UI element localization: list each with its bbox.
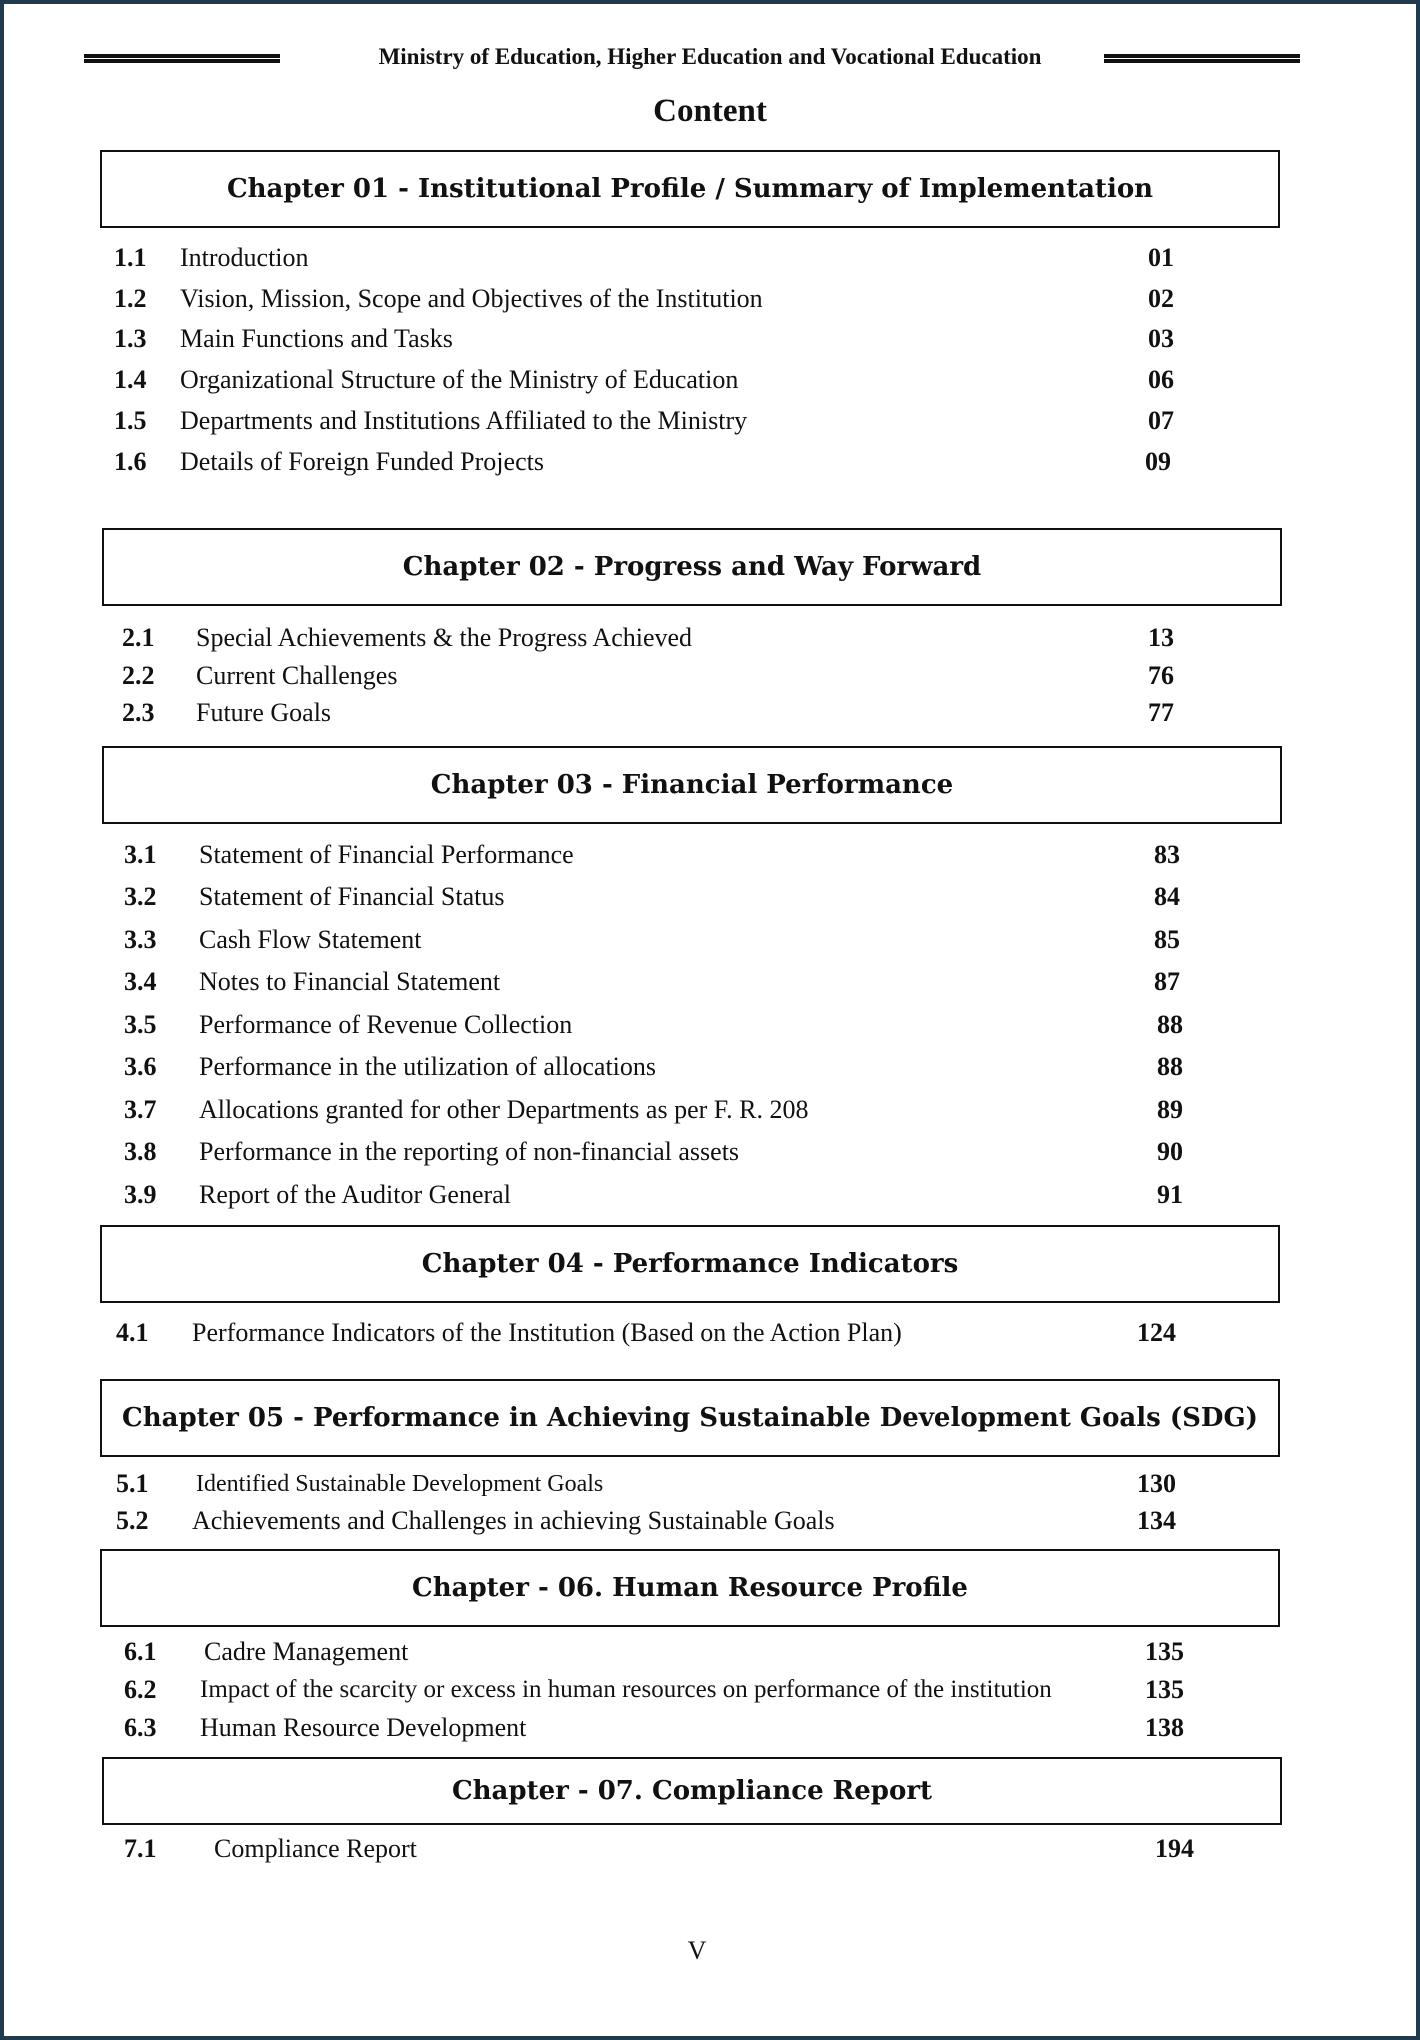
toc-entry-1-6[interactable] [114, 445, 1234, 479]
entry-number: 3.1 [124, 840, 157, 869]
entry-number: 5.2 [116, 1506, 149, 1535]
toc-entry-7-1[interactable] [124, 1832, 1264, 1866]
entry-number: 4.1 [116, 1318, 149, 1347]
toc-entry-1-3[interactable] [114, 322, 1234, 356]
entry-title: Main Functions and Tasks [180, 324, 453, 353]
entry-title: Cadre Management [204, 1637, 409, 1666]
entry-title: Organizational Structure of the Ministry of Education [180, 365, 739, 394]
entry-page: 89 [1157, 1095, 1183, 1124]
entry-number: 1.1 [114, 243, 147, 272]
entry-page: 13 [1148, 623, 1174, 652]
entry-title: Performance Indicators of the Institution (Based on the Action Plan) [192, 1318, 902, 1347]
entry-number: 1.4 [114, 365, 147, 394]
entry-number: 6.3 [124, 1713, 157, 1742]
toc-entry-2-2[interactable] [122, 659, 1242, 693]
entry-page: 87 [1154, 967, 1180, 996]
toc-entry-3-2[interactable] [124, 880, 1244, 914]
entry-title: Allocations granted for other Departments as per F. R. 208 [199, 1095, 809, 1124]
entry-page: 135 [1145, 1637, 1184, 1666]
entry-number: 3.8 [124, 1137, 157, 1166]
chapter-05-heading: Chapter 05 - Performance in Achieving Sustainable Development Goals (SDG) [100, 1379, 1280, 1457]
chapter-03-heading: Chapter 03 - Financial Performance [102, 746, 1282, 824]
entry-title: Compliance Report [214, 1834, 417, 1863]
entry-number: 1.2 [114, 284, 147, 313]
entry-title: Statement of Financial Performance [199, 840, 574, 869]
entry-page: 01 [1148, 243, 1174, 272]
entry-page: 76 [1148, 661, 1174, 690]
entry-number: 2.1 [122, 623, 155, 652]
document-page [4, 4, 1416, 2036]
toc-entry-1-1[interactable] [114, 241, 1234, 275]
entry-number: 5.1 [116, 1469, 149, 1498]
entry-number: 3.2 [124, 882, 157, 911]
entry-page: 130 [1137, 1469, 1176, 1498]
entry-number: 1.5 [114, 406, 147, 435]
chapter-06-heading: Chapter - 06. Human Resource Profile [100, 1549, 1280, 1627]
page-title: Content [653, 93, 767, 129]
entry-number: 3.4 [124, 967, 157, 996]
toc-entry-4-1[interactable] [116, 1316, 1246, 1350]
entry-page: 91 [1157, 1180, 1183, 1209]
entry-title: Notes to Financial Statement [199, 967, 501, 996]
entry-number: 2.3 [122, 698, 155, 727]
entry-title: Performance in the reporting of non-financial assets [199, 1137, 740, 1166]
entry-page: 124 [1137, 1318, 1176, 1347]
entry-title: Impact of the scarcity or excess in human resources on performance of the institution [200, 1676, 1052, 1703]
entry-page: 138 [1145, 1713, 1184, 1742]
entry-number: 2.2 [122, 661, 155, 690]
entry-page: 85 [1154, 925, 1180, 954]
toc-entry-1-2[interactable] [114, 282, 1234, 316]
entry-number: 1.3 [114, 324, 147, 353]
chapter-04-heading: Chapter 04 - Performance Indicators [100, 1225, 1280, 1303]
entry-number: 6.1 [124, 1637, 157, 1666]
toc-entry-3-6[interactable] [124, 1050, 1244, 1084]
entry-title: Performance in the utilization of allocations [199, 1052, 657, 1081]
entry-page: 06 [1148, 365, 1174, 394]
entry-title: Performance of Revenue Collection [199, 1010, 573, 1039]
entry-number: 6.2 [124, 1675, 157, 1704]
entry-number: 3.5 [124, 1010, 157, 1039]
entry-title: Vision, Mission, Scope and Objectives of the Institution [180, 284, 763, 313]
toc-entry-3-4[interactable] [124, 965, 1244, 999]
entry-page: 90 [1157, 1137, 1183, 1166]
toc-entry-3-1[interactable] [124, 838, 1244, 872]
page-number: V [687, 1936, 707, 1965]
entry-title: Identified Sustainable Development Goals [196, 1471, 604, 1497]
entry-page: 07 [1148, 406, 1174, 435]
entry-page: 88 [1157, 1010, 1183, 1039]
toc-entry-1-4[interactable] [114, 363, 1234, 397]
toc-entry-3-8[interactable] [124, 1135, 1244, 1169]
entry-title: Achievements and Challenges in achieving Sustainable Goals [192, 1506, 835, 1535]
toc-entry-3-7[interactable] [124, 1093, 1244, 1127]
entry-page: 134 [1137, 1506, 1176, 1535]
toc-entry-3-5[interactable] [124, 1008, 1244, 1042]
entry-page: 88 [1157, 1052, 1183, 1081]
chapter-01-heading: Chapter 01 - Institutional Profile / Summary of Implementation [100, 150, 1280, 228]
chapter-02-heading: Chapter 02 - Progress and Way Forward [102, 528, 1282, 606]
toc-entry-3-9[interactable] [124, 1178, 1244, 1212]
toc-entry-6-1[interactable] [124, 1635, 1254, 1669]
entry-title: Details of Foreign Funded Projects [180, 447, 544, 476]
entry-title: Statement of Financial Status [199, 882, 505, 911]
entry-page: 03 [1148, 324, 1174, 353]
entry-page: 194 [1155, 1834, 1194, 1863]
toc-entry-6-2[interactable] [124, 1673, 1254, 1707]
entry-page: 09 [1145, 447, 1171, 476]
chapter-07-heading: Chapter - 07. Compliance Report [102, 1757, 1282, 1825]
entry-number: 3.9 [124, 1180, 157, 1209]
entry-page: 135 [1145, 1675, 1184, 1704]
toc-entry-1-5[interactable] [114, 404, 1234, 438]
toc-entry-2-1[interactable] [122, 621, 1242, 655]
entry-page: 84 [1154, 882, 1180, 911]
entry-number: 3.3 [124, 925, 157, 954]
entry-number: 7.1 [124, 1834, 157, 1863]
ministry-header: Ministry of Education, Higher Education and Vocational Education [378, 44, 1042, 69]
entry-title: Cash Flow Statement [199, 925, 422, 954]
toc-entry-6-3[interactable] [124, 1711, 1254, 1745]
entry-title: Special Achievements & the Progress Achieved [196, 623, 693, 652]
entry-number: 1.6 [114, 447, 147, 476]
toc-entry-3-3[interactable] [124, 923, 1244, 957]
entry-page: 02 [1148, 284, 1174, 313]
entry-number: 3.7 [124, 1095, 157, 1124]
entry-title: Human Resource Development [200, 1713, 527, 1742]
toc-entry-2-3[interactable] [122, 696, 1242, 730]
entry-title: Current Challenges [196, 661, 398, 690]
entry-title: Departments and Institutions Affiliated to the Ministry [180, 406, 748, 435]
entry-page: 83 [1154, 840, 1180, 869]
entry-title: Introduction [180, 243, 309, 272]
toc-entry-5-1[interactable] [116, 1467, 1246, 1501]
entry-page: 77 [1148, 698, 1174, 727]
entry-number: 3.6 [124, 1052, 157, 1081]
entry-title: Report of the Auditor General [199, 1180, 511, 1209]
entry-title: Future Goals [196, 698, 332, 727]
toc-entry-5-2[interactable] [116, 1504, 1246, 1538]
